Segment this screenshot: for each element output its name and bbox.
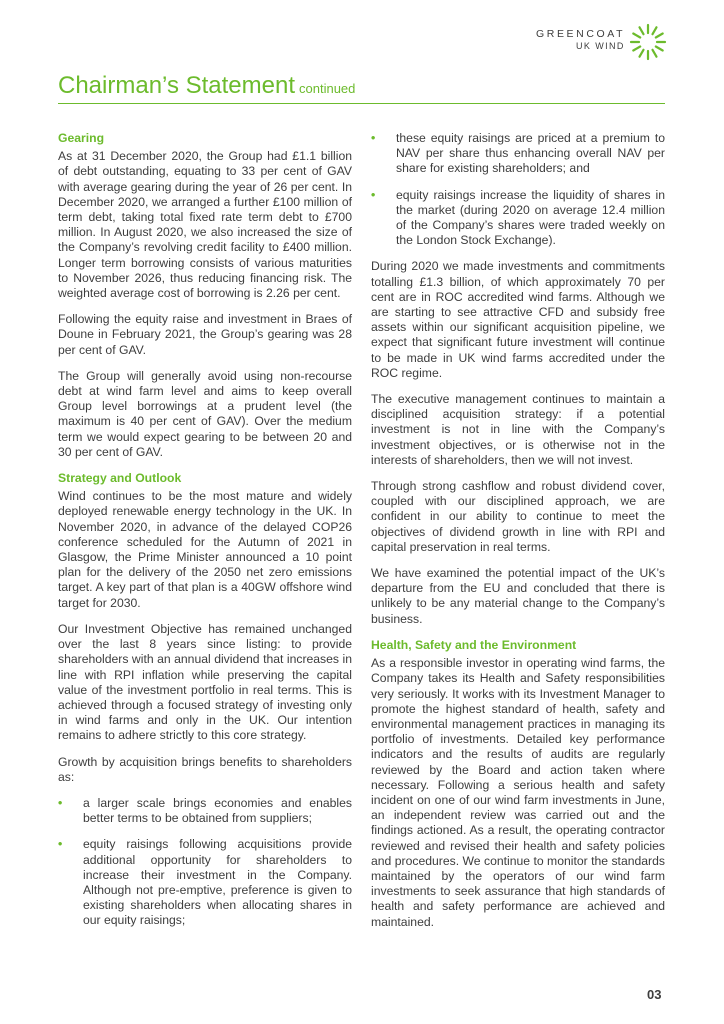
benefits-list bbox=[58, 796, 352, 929]
list-item bbox=[371, 131, 665, 177]
title-divider bbox=[58, 103, 665, 104]
hse-heading: Health, Safety and the Environment bbox=[371, 637, 577, 652]
cashflow-paragraph: Through strong cashflow and robust dividend cover, coupled with our disciplined approach, we are confident in our ability to continue to meet the objectives of dividend growth in line with RPI and capital preservation in real terms. bbox=[371, 479, 665, 554]
gearing-heading: Gearing bbox=[58, 131, 105, 145]
strategy-paragraph: Wind continues to be the most mature and widely deployed renewable energy technology in the UK. In November 2020, in advance of the delayed COP26 conference scheduled for the Autumn of 2021 in Glasgow, the Prime Minister announced a 10 point plan for the delivery of the 2050 net zero emissions target. A key part of that plan is a 40GW offshore wind target for 2030. bbox=[58, 489, 352, 610]
title-text: Chairman’s Statement bbox=[58, 72, 295, 99]
list-item-text: equity raisings following acquisitions provide additional opportunity for shareholders to increase their investment in the Company. Although not pre-emptive, preference is given to existing shareholders when allocating shares in our equity raisings; bbox=[83, 837, 352, 928]
management-paragraph: The executive management continues to maintain a disciplined acquisition strategy: if a potential investment is not in line with the Company’s investment objectives, or is otherwise not in the interests of shareholders, then we will not invest. bbox=[371, 392, 665, 467]
strategy-paragraph: Growth by acquisition brings benefits to shareholders as: bbox=[58, 754, 352, 784]
gearing-paragraph: Following the equity raise and investment in Braes of Doune in February 2021, the Group’s gearing was 28 per cent of GAV. bbox=[58, 312, 352, 357]
greencoat-logo bbox=[536, 22, 668, 62]
sunburst-logo-icon bbox=[628, 22, 668, 62]
gearing-paragraph: As at 31 December 2020, the Group had £1.1 billion of debt outstanding, equating to 33 per cent of GAV with average gearing during the year of 26 per cent. In December 2020, we arranged a further £100 million of term debt, taking total fixed rate term debt to £700 million. In August 2020, we also increased the size of the Company’s revolving credit facility to £400 million. Longer term borrowing consists of various maturities to November 2026, thus reducing financing risk. The weighted average cost of borrowing is 2.26 per cent. bbox=[58, 149, 352, 301]
list-item-text: equity raisings increase the liquidity of shares in the market (during 2020 on average 12.4 million of the Company’s shares were traded weekly on the London Stock Exchange). bbox=[396, 187, 665, 248]
list-item bbox=[58, 837, 352, 928]
benefits-list-continued bbox=[371, 131, 665, 248]
logo-subtitle: UK WIND bbox=[576, 41, 625, 51]
gearing-paragraph: The Group will generally avoid using non-recourse debt at wind farm level and aims to keep overall Group level borrowings at a prudent level (the maximum is 40 per cent of GAV). Over the medium term we would expect gearing to be between 20 and 30 per cent of GAV. bbox=[58, 368, 352, 459]
page-title bbox=[58, 72, 355, 100]
title-continued: continued bbox=[299, 81, 356, 96]
list-item-text: these equity raisings are priced at a premium to NAV per share thus enhancing overall NAV per share for existing shareholders; and bbox=[396, 131, 665, 176]
page-number: 03 bbox=[647, 987, 662, 1002]
strategy-paragraph: Our Investment Objective has remained unchanged over the last 8 years since listing: to provide shareholders with an annual dividend that increases in line with RPI inflation while preserving the capital value of the investment portfolio in real terms. This is achieved through a focused strategy of investing only in wind farms and only in the UK. Our intention remains to adhere strictly to this core strategy. bbox=[58, 621, 352, 743]
left-column bbox=[58, 131, 352, 940]
hse-paragraph: As a responsible investor in operating wind farms, the Company takes its Health and Safety responsibilities very seriously. It works with its Investment Manager to promote the highest standard of health, safety and environmental management practices in managing its portfolio of investments. Detailed key performance indicators and the results of audits are regularly reviewed by the Board and action taken where necessary. Following a serious health and safety incident on one of our wind farm investments in June, an independent review was carried out and the findings actioned. As a result, the operating contractor reviewed and revised their health and safety policies and procedures. We continue to monitor the standards maintained by the operators of our wind farm investments to seek assurance that high standards of health and safety performance are achieved and maintained. bbox=[371, 656, 665, 929]
logo-wordmark: GREENCOAT bbox=[536, 28, 626, 40]
list-item-text: a larger scale brings economies and enables better terms to be obtained from suppliers; bbox=[83, 795, 352, 826]
list-item bbox=[371, 188, 665, 249]
list-item bbox=[58, 796, 352, 826]
bullet-icon: • bbox=[371, 187, 376, 202]
bullet-icon: • bbox=[371, 131, 376, 145]
bullet-icon: • bbox=[58, 837, 63, 852]
strategy-heading: Strategy and Outlook bbox=[58, 471, 182, 486]
investment-paragraph: During 2020 we made investments and commitments totalling £1.3 billion, of which approximately 70 per cent are in ROC accredited wind farms. Although we are starting to see attractive CFD and subsidy free assets within our significant acquisition pipeline, we expect that significant future investment will continue to be made in UK wind farms accredited under the ROC regime. bbox=[371, 259, 665, 380]
brexit-paragraph: We have examined the potential impact of the UK’s departure from the EU and concluded that there is unlikely to be any material change to the Company’s business. bbox=[371, 566, 665, 626]
right-column bbox=[371, 131, 665, 941]
bullet-icon: • bbox=[58, 795, 63, 810]
